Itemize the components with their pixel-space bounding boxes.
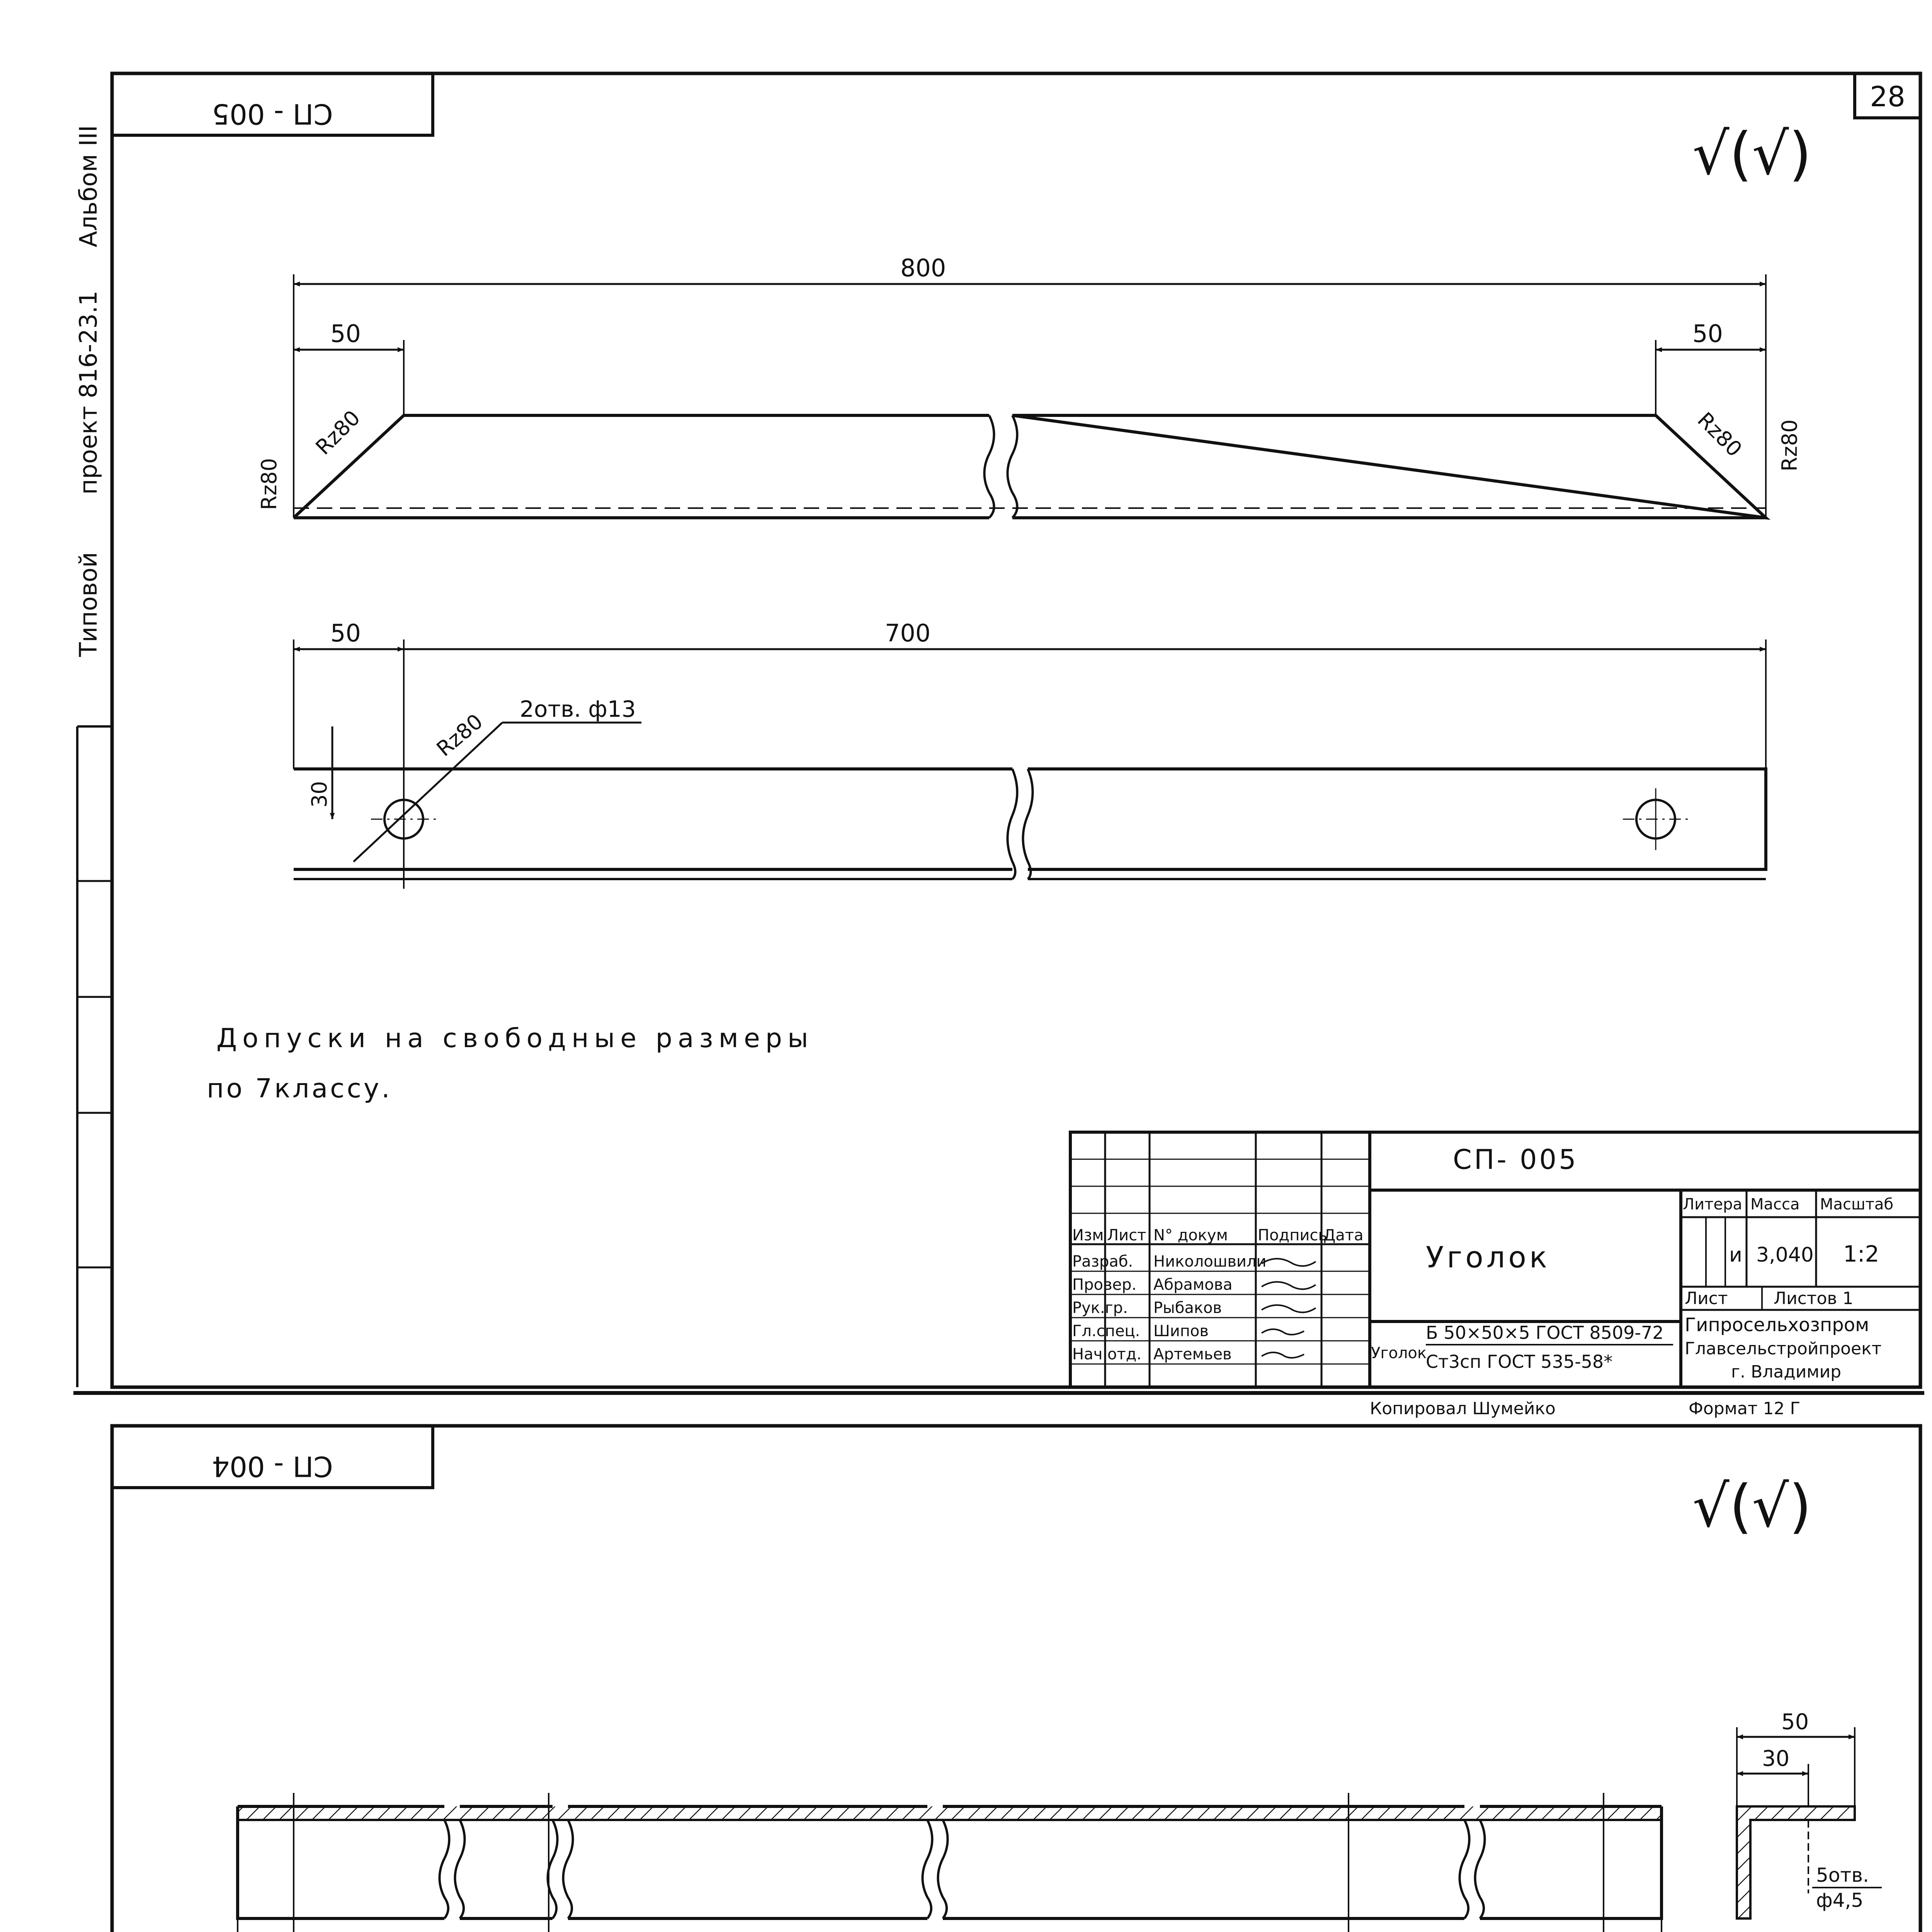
section-30: 30	[1762, 1746, 1790, 1771]
org-city: г. Владимир	[1731, 1362, 1842, 1382]
angle-section	[1737, 1709, 1882, 1918]
org-name: Гипросельхозпром	[1685, 1314, 1869, 1336]
person: Шипов	[1153, 1322, 1209, 1340]
dim-700: 700	[885, 619, 931, 647]
person: Николошвили	[1153, 1253, 1267, 1270]
tolerance-note: Допуски на свободные размеры	[216, 1023, 814, 1054]
dim-50-left: 50	[330, 320, 361, 348]
role: Разраб.	[1072, 1253, 1133, 1270]
signature	[1262, 1352, 1304, 1358]
hole-leader	[354, 723, 502, 862]
break-line	[985, 415, 994, 518]
break-line	[1475, 1820, 1485, 1918]
section-hole-dia: ф4,5	[1816, 1889, 1864, 1912]
svg-text:Изм: Изм	[1072, 1226, 1104, 1244]
rz-label: Rz80	[1777, 419, 1802, 471]
top-sheet	[73, 73, 1924, 1418]
svg-text:Лист: Лист	[1685, 1289, 1728, 1308]
dim-800: 800	[900, 254, 946, 282]
svg-text:Подпись: Подпись	[1258, 1226, 1327, 1244]
section-holes: 5отв.	[1816, 1864, 1869, 1886]
break-line	[923, 1820, 932, 1918]
tolerance-class: по 7классу.	[207, 1073, 392, 1104]
top-title-block	[1070, 1132, 1920, 1387]
break-line	[455, 1820, 465, 1918]
project-label: проект 816-23.1	[74, 291, 102, 495]
hole-callout: 2отв. ф13	[520, 696, 636, 722]
svg-text:Масштаб: Масштаб	[1820, 1196, 1894, 1213]
litera: и	[1729, 1243, 1742, 1267]
bottom-sheet	[75, 1426, 1920, 1932]
role: Нач.отд.	[1072, 1345, 1142, 1363]
top-elevation-view	[257, 254, 1802, 518]
break-line	[440, 1820, 449, 1918]
sheet-number: 28	[1870, 80, 1905, 113]
material-top: Б 50×50×5 ГОСТ 8509-72	[1426, 1322, 1664, 1343]
rz-label: Rz80	[1692, 407, 1747, 462]
role: Гл.спец.	[1072, 1322, 1140, 1340]
svg-text:Листов 1: Листов 1	[1774, 1289, 1854, 1308]
org-name: Главсельстройпроект	[1685, 1339, 1882, 1359]
roughness-symbol: √(√)	[1692, 121, 1812, 188]
roughness-symbol-bottom: √(√)	[1692, 1473, 1812, 1540]
dim-50-plan: 50	[330, 619, 361, 647]
svg-text:N° докум: N° докум	[1153, 1226, 1228, 1244]
break-line	[938, 1820, 948, 1918]
format: Формат 12 Г	[1689, 1399, 1801, 1418]
mass: 3,040	[1756, 1243, 1814, 1267]
signature	[1262, 1329, 1304, 1335]
svg-text:Литера: Литера	[1683, 1196, 1742, 1213]
rz-label: Rz80	[311, 405, 365, 460]
rz-label: Rz80	[257, 458, 281, 510]
scale: 1:2	[1843, 1241, 1879, 1267]
svg-text:Дата: Дата	[1323, 1226, 1364, 1244]
material-prefix: Уголок	[1371, 1344, 1427, 1362]
bottom-code: СП - 004	[212, 1450, 333, 1483]
role: Рук.гр.	[1072, 1299, 1128, 1317]
designation: СП- 005	[1453, 1144, 1578, 1175]
person: Рыбаков	[1153, 1299, 1222, 1317]
section-50: 50	[1781, 1709, 1809, 1735]
break-line	[1023, 769, 1033, 879]
break-line	[563, 1820, 573, 1918]
role: Провер.	[1072, 1276, 1137, 1294]
album-label: Альбом III	[74, 125, 102, 247]
break-line	[1460, 1820, 1469, 1918]
copied-by: Копировал Шумейко	[1370, 1399, 1556, 1418]
bottom-frame	[112, 1426, 1920, 1932]
hatched-flange	[238, 1806, 1662, 1820]
part-name: Уголок	[1426, 1240, 1550, 1274]
break-line	[1008, 415, 1017, 518]
material-bottom: Ст3сп ГОСТ 535-58*	[1426, 1351, 1613, 1372]
svg-text:Масса: Масса	[1750, 1196, 1800, 1213]
top-code: СП - 005	[212, 98, 333, 130]
rz-label-plan: Rz80	[432, 709, 488, 761]
person: Абрамова	[1153, 1276, 1233, 1294]
break-line	[1008, 769, 1017, 879]
top-plan-view	[294, 619, 1766, 889]
signature	[1262, 1305, 1316, 1313]
dim-50-right: 50	[1692, 320, 1723, 348]
typical-label: Типовой	[74, 552, 102, 657]
dim-30: 30	[307, 781, 332, 808]
signature	[1262, 1259, 1316, 1266]
bottom-elevation-view	[201, 1793, 1708, 1932]
signature	[1262, 1282, 1316, 1289]
svg-text:Лист: Лист	[1107, 1226, 1146, 1244]
person: Артемьев	[1153, 1345, 1232, 1363]
